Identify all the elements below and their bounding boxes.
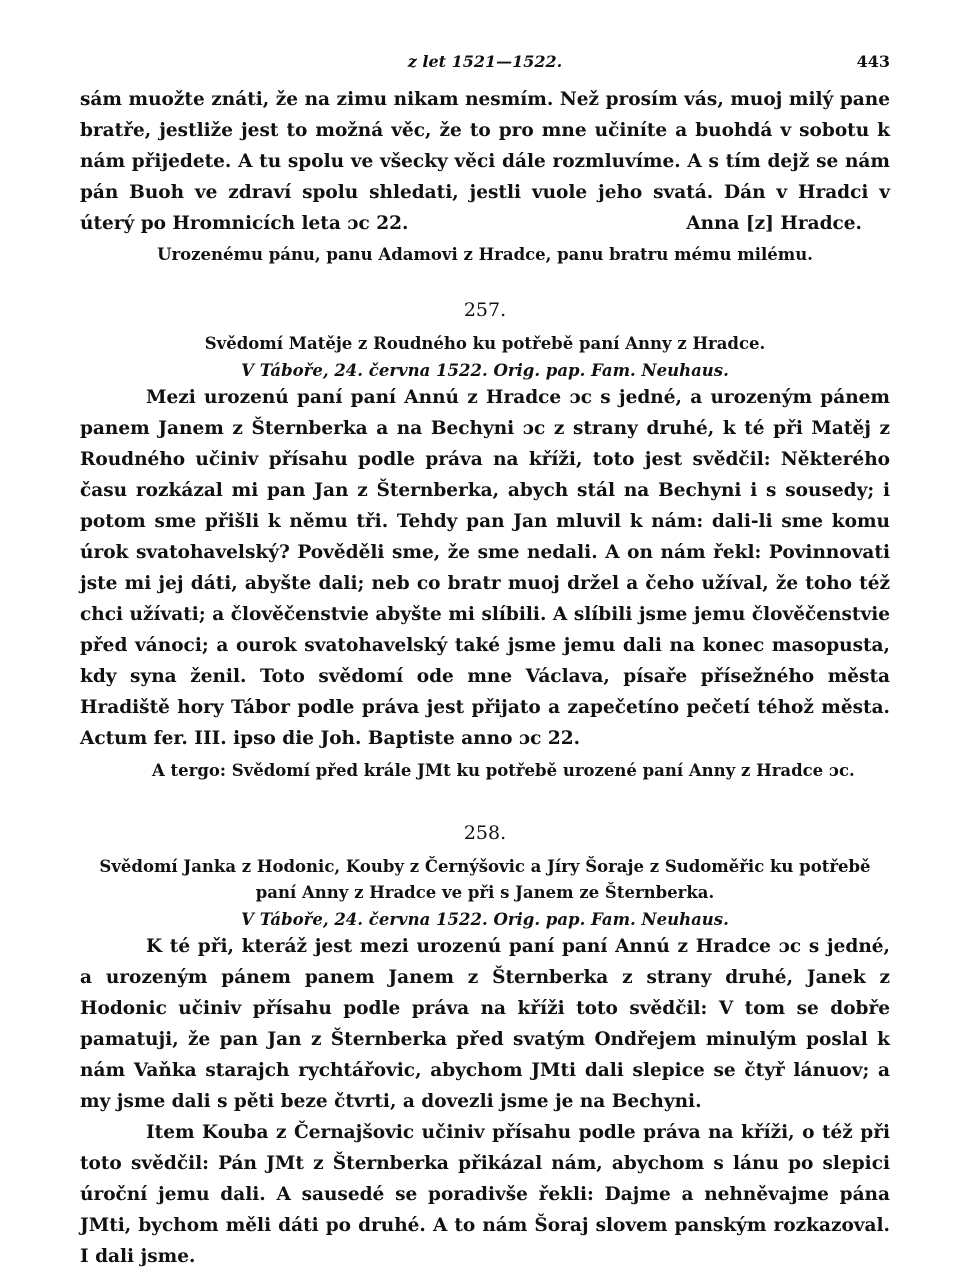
document-number-257: 257. bbox=[463, 299, 507, 321]
document-title-258: Svědomí Janka z Hodonic, Kouby z Černýšovic a Jíry Šoraje z Sudoměřic ku potřebě paní Anny z Hradce ve při s Janem ze Šternberka. bbox=[99, 857, 871, 902]
document-source-257: V Táboře, 24. června 1522. Orig. pap. Fam. Neuhaus. bbox=[241, 361, 729, 380]
running-head: z let 1521—1522. bbox=[407, 52, 563, 71]
letter-address: Urozenému pánu, panu Adamovi z Hradce, panu bratru mému milému. bbox=[157, 245, 813, 264]
document-title-257: Svědomí Matěje z Roudného ku potřebě paní Anny z Hradce. bbox=[204, 334, 766, 353]
document-paragraph-258-1: K té při, kteráž jest mezi urozenú paní paní Annú z Hradce ɔc s jedné, a urozeným pánem panem Janem z Šternberka z strany druhé, Janek z Hodonic učiniv přísahu podle práva na kříži toto svědčil: V tom se dobře pamatuji, že pan Jan z Šternberka před svatým Ondřejem minulým poslal k nám Vaňka starajch rychtářovic, abychom JMti dali slepice se čtyř lánuov; a my jsme dali s pěti beze čtvrti, a dovezli jsme je na Bechyni. bbox=[80, 936, 890, 1112]
page-number: 443 bbox=[856, 52, 890, 71]
letter-signature: Anna [z] Hradce. bbox=[686, 213, 862, 234]
letter-text: sám muožte znáti, že na zimu nikam nesmím. Než prosím vás, muoj milý pane bratře, jestliže jest to možná věc, že to pro mne učiníte a buohdá v sobotu k nám přijedete. A tu spolu ve všecky věci dále rozmluvíme. A s tím dejž se nám pán Buoh ve zdraví spolu shledati, jestli vuole jeho svatá. Dán v Hradci v úterý po Hromnicích leta ɔc 22. bbox=[80, 89, 890, 234]
page-header bbox=[80, 48, 890, 84]
document-tergo-257: A tergo: Svědomí před krále JMt ku potřebě urozené paní Anny z Hradce ɔc. bbox=[152, 761, 855, 780]
document-paragraph-258-2: Item Kouba z Černajšovic učiniv přísahu podle práva na kříži, o též při toto svědčil: Pán JMt z Šternberka přikázal nám, abychom s lánu po slepici úroční jemu dali. A sausedé se poradivše řekli: Dajme a nehněvajme pána JMti, bychom měli dáti po druhé. A to nám Šoraj slovem panským rozkazoval. I dali jsme. bbox=[80, 1122, 890, 1267]
document-body-257: Mezi urozenú paní paní Annú z Hradce ɔc s jedné, a urozeným pánem panem Janem z Šternberka a na Bechyni ɔc z strany druhé, k té při Matěj z Roudného učiniv přísahu podle práva na kříži, toto jest svědčil: Některého času rozkázal mi pan Jan z Šternberka, abych stál na Bechyni i s sousedy; i potom sme přišli k němu tři. Tehdy pan Jan mluvil k nám: dali-li sme komu úrok svatohavelský? Pověděli sme, že sme nedali. A on nám řekl: Povinnovati jste mi jej dáti, abyšte dali; neb co bratr muoj držel a čeho užíval, že toho též chci užívati; a člověčenstvie abyšte mi slíbili. A slíbili jsme jemu člověčenstvie před vánoci; a ourok svatohavelský také jsme jemu dali na konec masopusta, kdy syna ženil. Toto svědomí ode mne Václava, písaře přísežného města Hradiště hory Tábor podle práva jest přijato a zapečetíno pečetí téhož města. Actum fer. III. ipso die Joh. Baptiste anno ɔc 22. bbox=[80, 387, 890, 749]
document-number-258: 258. bbox=[463, 822, 507, 844]
letter-ending bbox=[80, 84, 890, 239]
document-source-258: V Táboře, 24. června 1522. Orig. pap. Fam. Neuhaus. bbox=[241, 910, 729, 929]
book-page bbox=[80, 48, 890, 1272]
